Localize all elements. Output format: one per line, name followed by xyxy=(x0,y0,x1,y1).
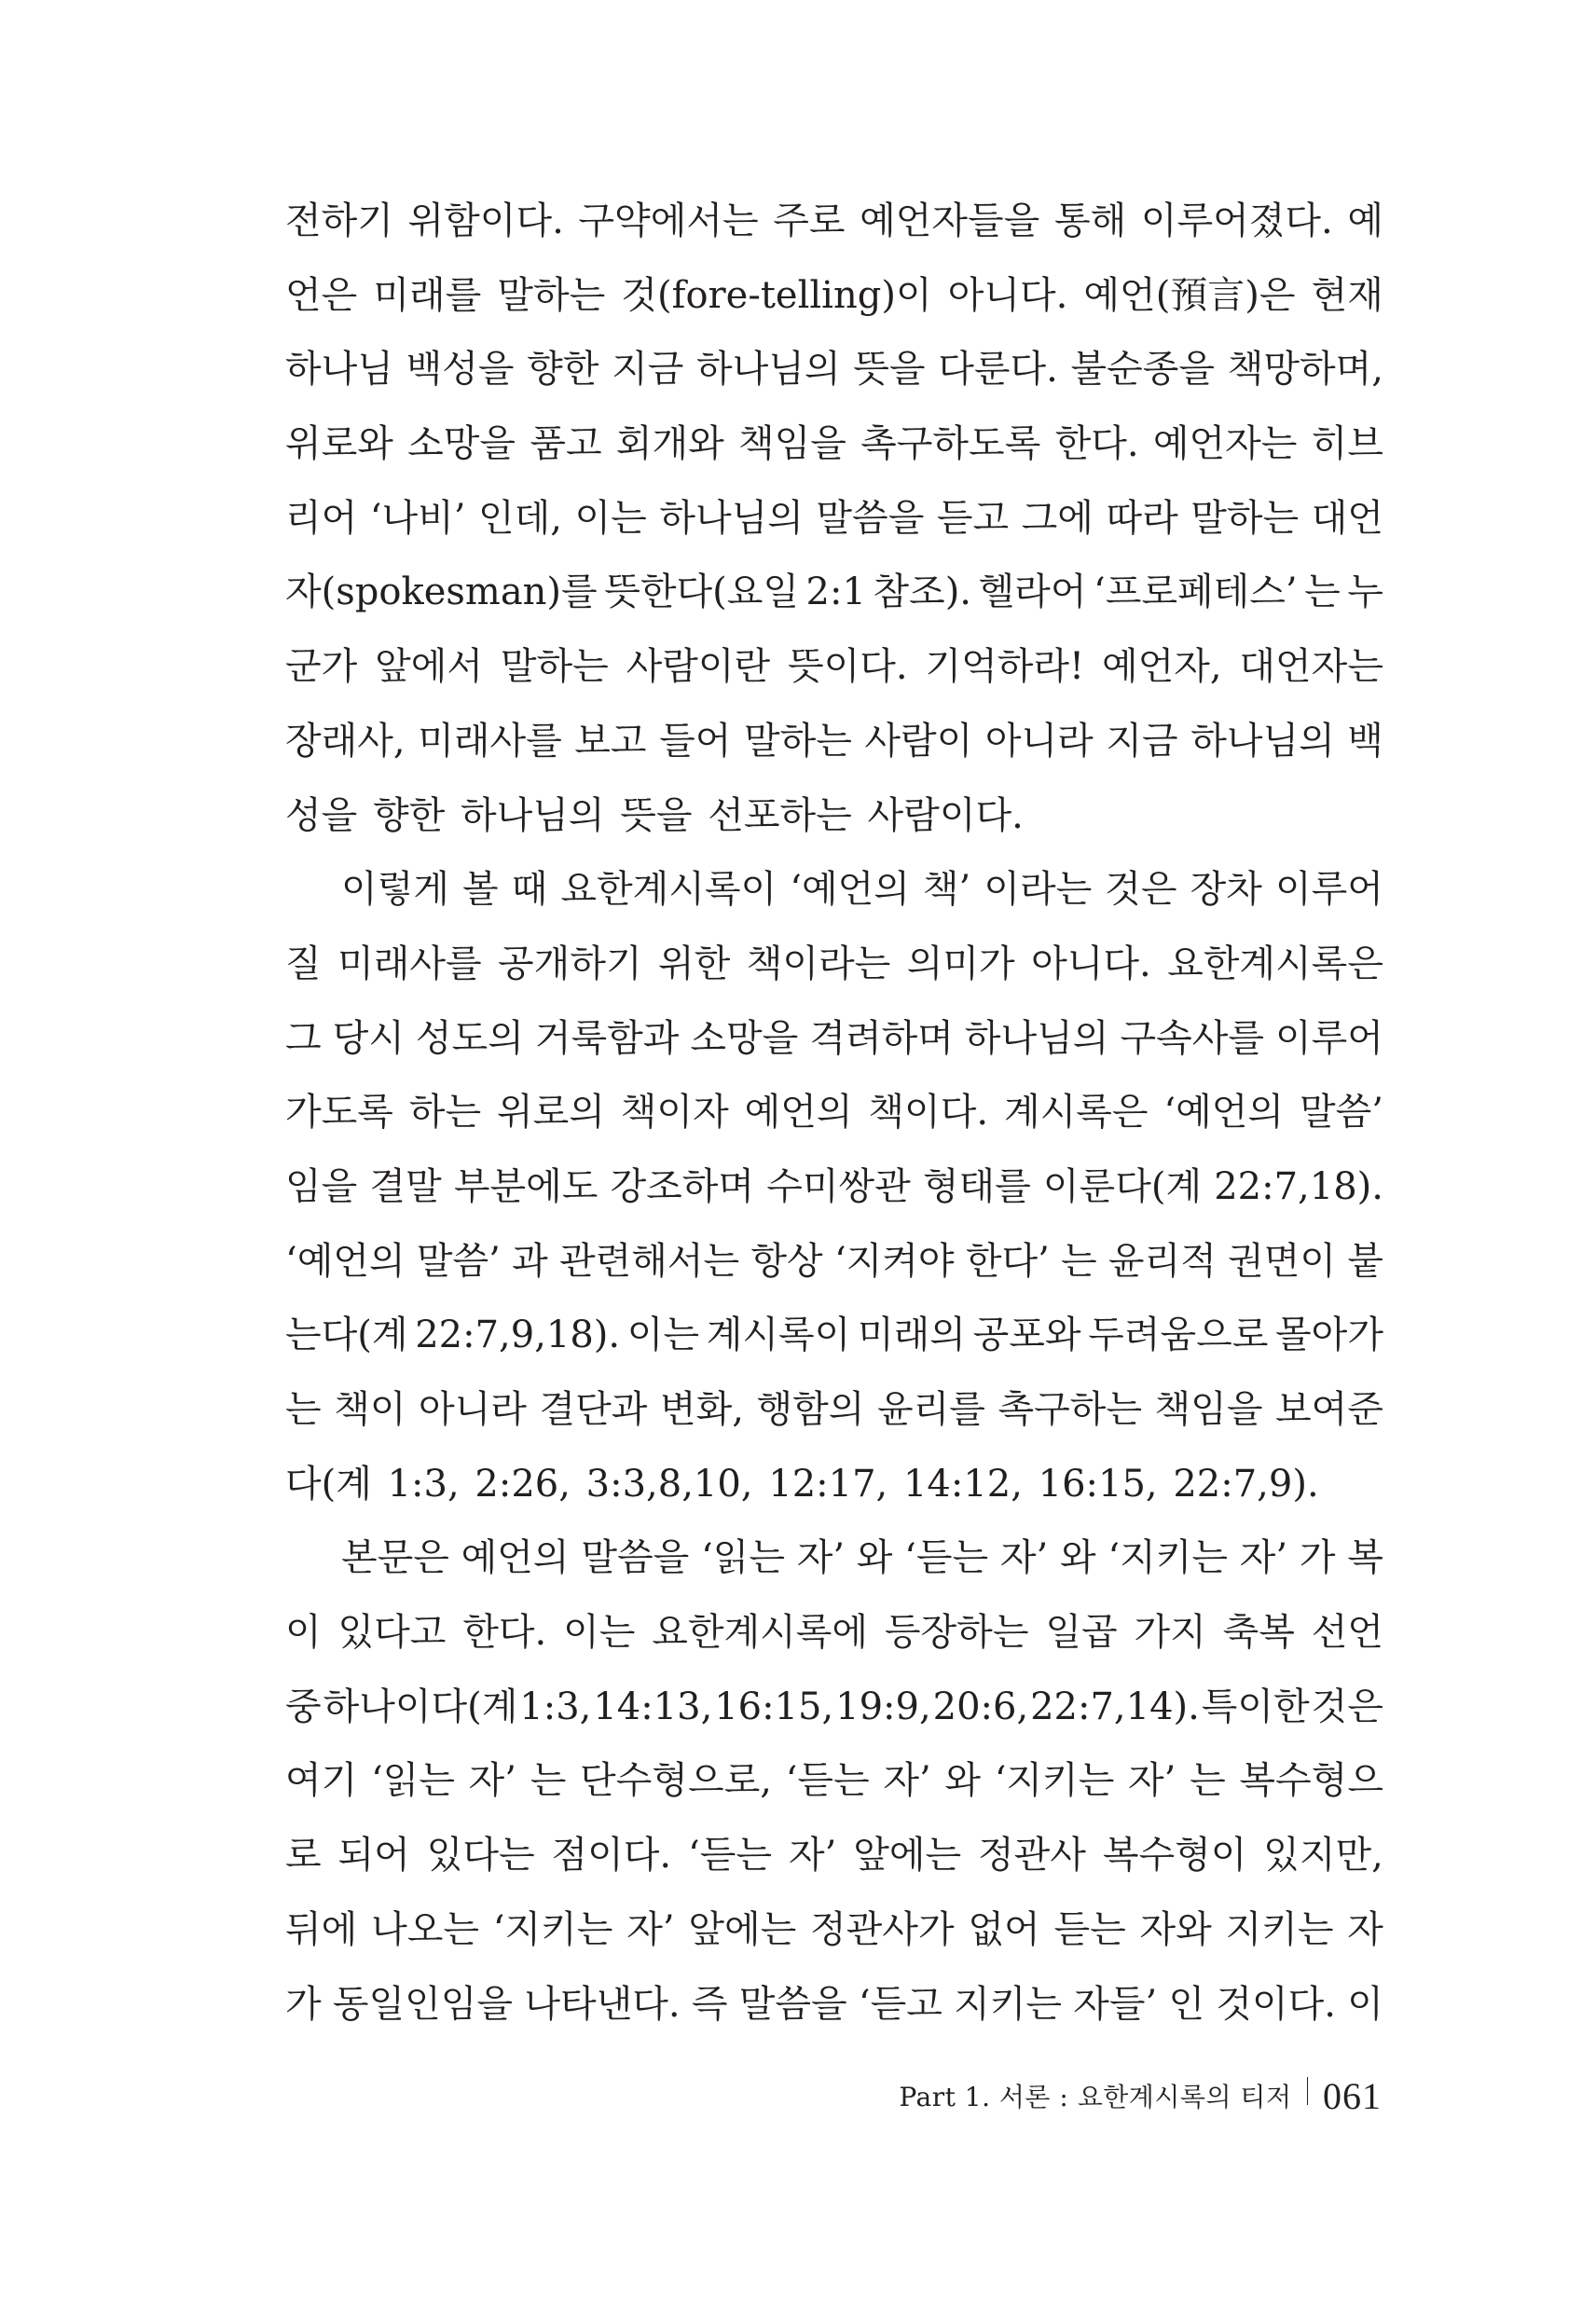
word: 자’ xyxy=(626,1907,675,1951)
word: 14:13, xyxy=(593,1685,713,1728)
text-line xyxy=(285,1744,1383,1819)
word: 몰아가 xyxy=(1275,1314,1383,1357)
word: 책이 xyxy=(334,1388,406,1431)
word: 변화, xyxy=(659,1388,744,1431)
word: 나타낸다. xyxy=(524,1982,681,2026)
word: 하나님의 xyxy=(1190,719,1335,763)
word: 정관사가 xyxy=(810,1907,955,1951)
word: 인데, xyxy=(478,496,563,540)
word: 22:7,18). xyxy=(1214,1164,1383,1208)
word: 예언자는 xyxy=(1152,422,1298,466)
word: 한다’ xyxy=(965,1239,1050,1283)
word: 임을 xyxy=(285,1164,358,1208)
word: 책이라는 xyxy=(746,942,891,985)
word: 누 xyxy=(1347,571,1383,614)
word: 히브 xyxy=(1311,422,1383,466)
word: 결말 xyxy=(369,1164,442,1208)
word: 듣고 xyxy=(936,496,1010,540)
word: 말씀’ xyxy=(1299,1091,1383,1135)
word: 붙 xyxy=(1347,1239,1383,1283)
word: 예언의 xyxy=(744,1091,853,1135)
word: 뜻한다(요일 xyxy=(604,571,800,614)
word: 것은 xyxy=(1311,1685,1383,1728)
word: 예언자, xyxy=(1101,645,1222,689)
word: 아니다. xyxy=(1031,942,1151,985)
word: 책임을 xyxy=(737,422,846,466)
word: 자’ xyxy=(1239,1536,1288,1580)
word: 때 xyxy=(511,868,548,912)
word: 전하기 xyxy=(285,199,393,242)
word: 책’ xyxy=(922,868,971,912)
word: 따라 xyxy=(1106,496,1178,540)
word: 19:9, xyxy=(835,1685,931,1728)
word: 하나님의 xyxy=(659,496,804,540)
footer-divider xyxy=(1307,2077,1309,2105)
word: 자(spokesman)를 xyxy=(285,571,598,614)
word: 이루어 xyxy=(1274,868,1383,912)
word: 한다. xyxy=(1054,422,1139,466)
word: 예언의 xyxy=(461,1536,570,1580)
word: 말하는 xyxy=(500,645,609,689)
word: 자’ xyxy=(796,1536,846,1580)
word: 단수형으로, xyxy=(580,1759,772,1803)
word: 지키는 xyxy=(954,1982,1063,2026)
word: 와 xyxy=(944,1759,982,1803)
word: ‘듣는 xyxy=(688,1834,773,1878)
word: 장래사, xyxy=(285,719,406,763)
running-head: Part 1. 서론 : 요한계시록의 티저 xyxy=(899,2082,1292,2112)
word: 소망을 xyxy=(407,422,516,466)
word: 격려하며 xyxy=(809,1016,954,1060)
word: 결단과 xyxy=(539,1388,648,1431)
word: 자’ xyxy=(1128,1759,1176,1803)
word: 는 xyxy=(1304,571,1341,614)
word: ‘듣는 xyxy=(785,1759,870,1803)
word: 로 xyxy=(285,1834,322,1878)
text-line xyxy=(285,1150,1383,1225)
word: 자와 xyxy=(1139,1907,1212,1951)
word: 것(fore-telling)이 xyxy=(621,273,932,317)
word: 하나님 xyxy=(285,348,393,392)
word: 말씀을 xyxy=(581,1536,690,1580)
word: 요한계시록이 xyxy=(560,868,777,912)
word: 가 xyxy=(285,1982,322,2026)
word: 이라는 xyxy=(984,868,1093,912)
text-line xyxy=(285,259,1383,334)
word: 자’ xyxy=(788,1834,837,1878)
word: 구속사를 xyxy=(1120,1016,1265,1060)
word: 선언 xyxy=(1311,1611,1383,1655)
word: ‘예언의 xyxy=(285,1239,406,1283)
word: 백 xyxy=(1347,719,1383,763)
word: 있지만, xyxy=(1263,1834,1383,1878)
word: 하나님의 xyxy=(964,1016,1109,1060)
word: 되어 xyxy=(337,1834,410,1878)
word: 형태를 xyxy=(922,1164,1031,1208)
text-line xyxy=(285,1373,1383,1448)
word: 책이자 xyxy=(620,1091,729,1135)
word: 불순종을 xyxy=(1070,348,1216,392)
word: 공개하기 xyxy=(498,942,642,985)
word: 와 xyxy=(1060,1536,1096,1580)
word: 계시록이 xyxy=(706,1314,851,1357)
word: 회개와 xyxy=(615,422,724,466)
word: 이룬다(계 xyxy=(1042,1164,1203,1208)
word: 가지 xyxy=(1134,1611,1206,1655)
word: 공포와 xyxy=(972,1314,1081,1357)
word: 는 xyxy=(285,1388,322,1431)
text-line xyxy=(285,1521,1383,1596)
word: 권면이 xyxy=(1228,1239,1336,1283)
word: 볼 xyxy=(461,868,499,912)
body-text xyxy=(285,185,1383,2042)
word: 뜻이다. xyxy=(788,645,908,689)
word: ‘나비’ xyxy=(369,496,466,540)
word: 동일인임을 xyxy=(332,1982,514,2026)
word: 부분에도 xyxy=(453,1164,598,1208)
word: 소망을 xyxy=(690,1016,799,1060)
word: 22:7,9,18). xyxy=(415,1314,621,1357)
word: 성도의 xyxy=(415,1016,524,1060)
word: 보고 xyxy=(574,719,647,763)
word: 특이한 xyxy=(1201,1685,1310,1728)
word: 는 xyxy=(1190,1759,1226,1803)
word: 이는 xyxy=(563,1611,636,1655)
word: 향한 xyxy=(527,348,599,392)
word: 는다(계 xyxy=(285,1314,408,1357)
word: 대언자는 xyxy=(1239,645,1383,689)
word: 하나이다(계 xyxy=(323,1685,518,1728)
text-line xyxy=(285,1225,1383,1300)
word: 자’ xyxy=(999,1536,1049,1580)
word: 는 xyxy=(530,1759,567,1803)
word: 즉 xyxy=(691,1982,728,2026)
word: 하나님의 xyxy=(696,348,841,392)
word: 자들’ xyxy=(1073,1982,1158,2026)
word: 인 xyxy=(1168,1982,1205,2026)
word: 본문은 xyxy=(341,1536,449,1580)
word: 중 xyxy=(285,1685,322,1728)
word: ‘읽는 xyxy=(700,1536,785,1580)
word: 통해 xyxy=(1053,199,1127,242)
word: 복 xyxy=(1347,1536,1383,1580)
word: 앞에는 xyxy=(853,1834,962,1878)
word: 구약에서는 xyxy=(578,199,759,242)
word: 책망하며, xyxy=(1227,348,1383,392)
word: 이렇게 xyxy=(341,868,449,912)
word: 미래의 xyxy=(857,1314,966,1357)
word: 점이다. xyxy=(551,1834,672,1878)
text-line xyxy=(285,556,1383,630)
word: 1:3, xyxy=(519,1685,592,1728)
word: 기억하라! xyxy=(925,645,1085,689)
word: 뒤에 xyxy=(285,1907,358,1951)
word: 미래사를 xyxy=(418,719,562,763)
word: 말씀’ xyxy=(416,1239,501,1283)
word: 질 xyxy=(285,942,322,985)
word: 하는 xyxy=(408,1091,482,1135)
word: 리어 xyxy=(285,496,358,540)
word: 거룩함과 xyxy=(534,1016,680,1060)
word: 22:7,14). xyxy=(1030,1685,1200,1728)
word: ‘듣는 xyxy=(904,1536,989,1580)
word: 지금 xyxy=(1106,719,1178,763)
text-line: 다(계 1:3, 2:26, 3:3,8,10, 12:17, 14:12, 16:15, 22:7,9). xyxy=(285,1462,1319,1506)
word: 있다는 xyxy=(426,1834,535,1878)
text-line xyxy=(285,1671,1383,1745)
word: 위로와 xyxy=(285,422,393,466)
text-line xyxy=(285,1002,1383,1077)
text-line xyxy=(285,928,1383,1002)
word: 이루어졌다. xyxy=(1140,199,1333,242)
word: 촉구하는 xyxy=(998,1388,1142,1431)
word: 16:15, xyxy=(714,1685,834,1728)
text-line xyxy=(285,482,1383,557)
word: ‘듣고 xyxy=(858,1982,942,2026)
word: 위함이다. xyxy=(407,199,564,242)
word: 과 xyxy=(512,1239,548,1283)
word: 가도록 xyxy=(285,1091,393,1135)
word: 일곱 xyxy=(1045,1611,1118,1655)
word: 의미가 xyxy=(906,942,1015,985)
word: 위한 xyxy=(658,942,731,985)
text-line xyxy=(285,185,1383,259)
word: 아니라 xyxy=(419,1388,527,1431)
word: 듣는 xyxy=(1053,1907,1126,1951)
text-line xyxy=(285,407,1383,482)
word: 위로의 xyxy=(496,1091,605,1135)
page-number: 061 xyxy=(1323,2074,1382,2117)
word: 이 xyxy=(1347,1982,1383,2026)
word: 군가 xyxy=(285,645,358,689)
page-footer xyxy=(0,2068,1382,2124)
word: ‘지키는 xyxy=(994,1759,1115,1803)
word: 그에 xyxy=(1021,496,1094,540)
word: 앞에서 xyxy=(375,645,484,689)
word: 말씀을 xyxy=(738,1982,847,2026)
word: 언은 xyxy=(285,273,358,317)
word: 두려움으로 xyxy=(1088,1314,1269,1357)
word: 는 xyxy=(1061,1239,1097,1283)
word: 복수형이 xyxy=(1102,1834,1247,1878)
word: 계시록은 xyxy=(1003,1091,1149,1135)
word: 복수형으 xyxy=(1239,1759,1383,1803)
word: 장차 xyxy=(1190,868,1262,912)
word: 당시 xyxy=(332,1016,405,1060)
word: 행함의 xyxy=(756,1388,865,1431)
word: 백성을 xyxy=(406,348,515,392)
word: 예 xyxy=(1347,199,1383,242)
word: 이는 xyxy=(626,1314,700,1357)
word: 있다고 xyxy=(337,1611,447,1655)
word: 정관사 xyxy=(978,1834,1086,1878)
word: 윤리를 xyxy=(876,1388,985,1431)
text-line xyxy=(285,1299,1383,1373)
word: 예언(預言)은 xyxy=(1083,273,1296,317)
word: 요한계시록은 xyxy=(1167,942,1383,985)
word: 나오는 xyxy=(371,1907,479,1951)
word: 이루어 xyxy=(1275,1016,1383,1060)
word: 촉구하도록 xyxy=(860,422,1041,466)
text-line xyxy=(285,853,1383,928)
word: 지키는 xyxy=(1225,1907,1334,1951)
word: 사람이 xyxy=(864,719,973,763)
word: 가 xyxy=(1299,1536,1336,1580)
word: 것은 xyxy=(1105,868,1177,912)
text-line: 성을 향한 하나님의 뜻을 선포하는 사람이다. xyxy=(285,793,1024,837)
word: 윤리적 xyxy=(1108,1239,1217,1283)
word: 예언자들을 xyxy=(860,199,1040,242)
word: 여기 xyxy=(285,1759,358,1803)
word: 관련해서는 xyxy=(558,1239,740,1283)
word: 항상 xyxy=(750,1239,823,1283)
word: 사람이란 xyxy=(626,645,771,689)
word: 이 xyxy=(285,1611,322,1655)
text-line xyxy=(285,333,1383,407)
word: 다룬다. xyxy=(938,348,1058,392)
word: 앞에는 xyxy=(688,1907,797,1951)
word: 참조). xyxy=(873,571,972,614)
word: 뜻을 xyxy=(853,348,926,392)
text-line xyxy=(285,1968,1383,2043)
word: 한다. xyxy=(462,1611,547,1655)
word: ‘지켜야 xyxy=(833,1239,955,1283)
word: ‘예언의 xyxy=(790,868,910,912)
word: ‘지키는 xyxy=(492,1907,613,1951)
word: 대언 xyxy=(1311,496,1383,540)
word: 수미쌍관 xyxy=(766,1164,911,1208)
text-line xyxy=(285,1596,1383,1671)
word: 축복 xyxy=(1222,1611,1295,1655)
word: ‘프로페테스’ xyxy=(1093,571,1298,614)
word: ‘읽는 xyxy=(370,1759,455,1803)
word: 2:1 xyxy=(805,571,866,614)
word: 책이다. xyxy=(868,1091,989,1135)
text-line xyxy=(285,1893,1383,1968)
word: 미래를 xyxy=(373,273,482,317)
word: 자 xyxy=(1347,1907,1383,1951)
word: 없어 xyxy=(968,1907,1040,1951)
word: 헬라어 xyxy=(978,571,1087,614)
word: 품고 xyxy=(530,422,602,466)
word: 주로 xyxy=(773,199,846,242)
word: 말하는 xyxy=(743,719,852,763)
word: 등장하는 xyxy=(884,1611,1029,1655)
text-line xyxy=(285,630,1383,705)
word: ‘예언의 xyxy=(1163,1091,1285,1135)
word: 것이다. xyxy=(1216,1982,1336,2026)
word: 아니라 xyxy=(984,719,1094,763)
word: 자’ xyxy=(468,1759,517,1803)
word: 현재 xyxy=(1311,273,1383,317)
word: ‘지키는 xyxy=(1108,1536,1229,1580)
word: 말하는 xyxy=(497,273,606,317)
word: 강조하며 xyxy=(610,1164,755,1208)
word: 말씀을 xyxy=(816,496,925,540)
word: 책임을 xyxy=(1154,1388,1263,1431)
word: 지금 xyxy=(612,348,684,392)
word: 아니다. xyxy=(947,273,1068,317)
word: 보여준 xyxy=(1275,1388,1383,1431)
word: 들어 xyxy=(659,719,732,763)
word: 자’ xyxy=(883,1759,931,1803)
word: 와 xyxy=(856,1536,893,1580)
word: 요한계시록에 xyxy=(652,1611,869,1655)
word: 말하는 xyxy=(1190,496,1300,540)
word: 20:6, xyxy=(932,1685,1029,1728)
text-line xyxy=(285,1076,1383,1150)
word: 이는 xyxy=(574,496,647,540)
text-line xyxy=(285,705,1383,779)
word: 그 xyxy=(285,1016,322,1060)
text-line xyxy=(285,1819,1383,1893)
word: 미래사를 xyxy=(337,942,482,985)
